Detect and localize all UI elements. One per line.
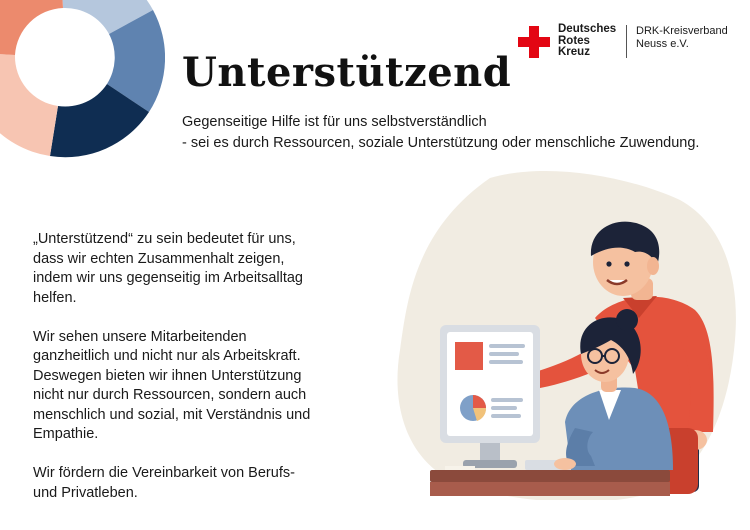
red-cross-icon xyxy=(518,26,550,58)
body-paragraph-3: Wir fördern die Vereinbarkeit von Berufs- und Privatleben. xyxy=(33,465,295,501)
colleagues-at-computer-illustration xyxy=(395,170,740,500)
subtitle-line-2: - sei es durch Ressourcen, soziale Unterstützung oder menschliche Zuwendung. xyxy=(182,135,700,151)
logo-org-line-2: Neuss e.V. xyxy=(636,38,689,50)
logo-divider xyxy=(626,25,627,58)
logo-brand-line-1: Deutsches xyxy=(558,23,617,35)
page-title: Unterstützend xyxy=(182,49,512,96)
body-text xyxy=(33,230,323,523)
page-subtitle xyxy=(182,112,699,154)
donut-segment-salmon xyxy=(0,0,63,55)
papers xyxy=(445,466,475,470)
body-paragraph-1: „Unterstützend“ zu sein bedeutet für uns, dass wir echten Zusammenhalt zeigen, indem wir uns gegenseitig im Arbeitsalltag helfen. xyxy=(33,231,303,306)
logo-org-line-1: DRK-Kreisverband xyxy=(636,25,728,37)
logo-brand-name xyxy=(558,24,616,59)
drk-logo[interactable] xyxy=(518,24,750,60)
donut-segment-peach xyxy=(0,52,58,156)
logo-organization xyxy=(636,25,728,51)
logo-brand-line-2: Rotes xyxy=(558,34,590,47)
body-paragraph-2: Wir sehen unsere Mitarbeitenden ganzheitlich und nicht nur als Arbeitskraft. Deswegen bieten wir ihnen Unterstützung nicht nur durch Ressourcen, sondern auch menschlich und sozial, mit Verständnis und Empathie. xyxy=(33,328,311,442)
desk xyxy=(430,470,670,482)
decorative-donut-ring xyxy=(0,0,165,180)
subtitle-line-1: Gegenseitige Hilfe ist für uns selbstverständlich xyxy=(182,114,487,130)
logo-brand-line-3: Kreuz xyxy=(558,46,590,58)
